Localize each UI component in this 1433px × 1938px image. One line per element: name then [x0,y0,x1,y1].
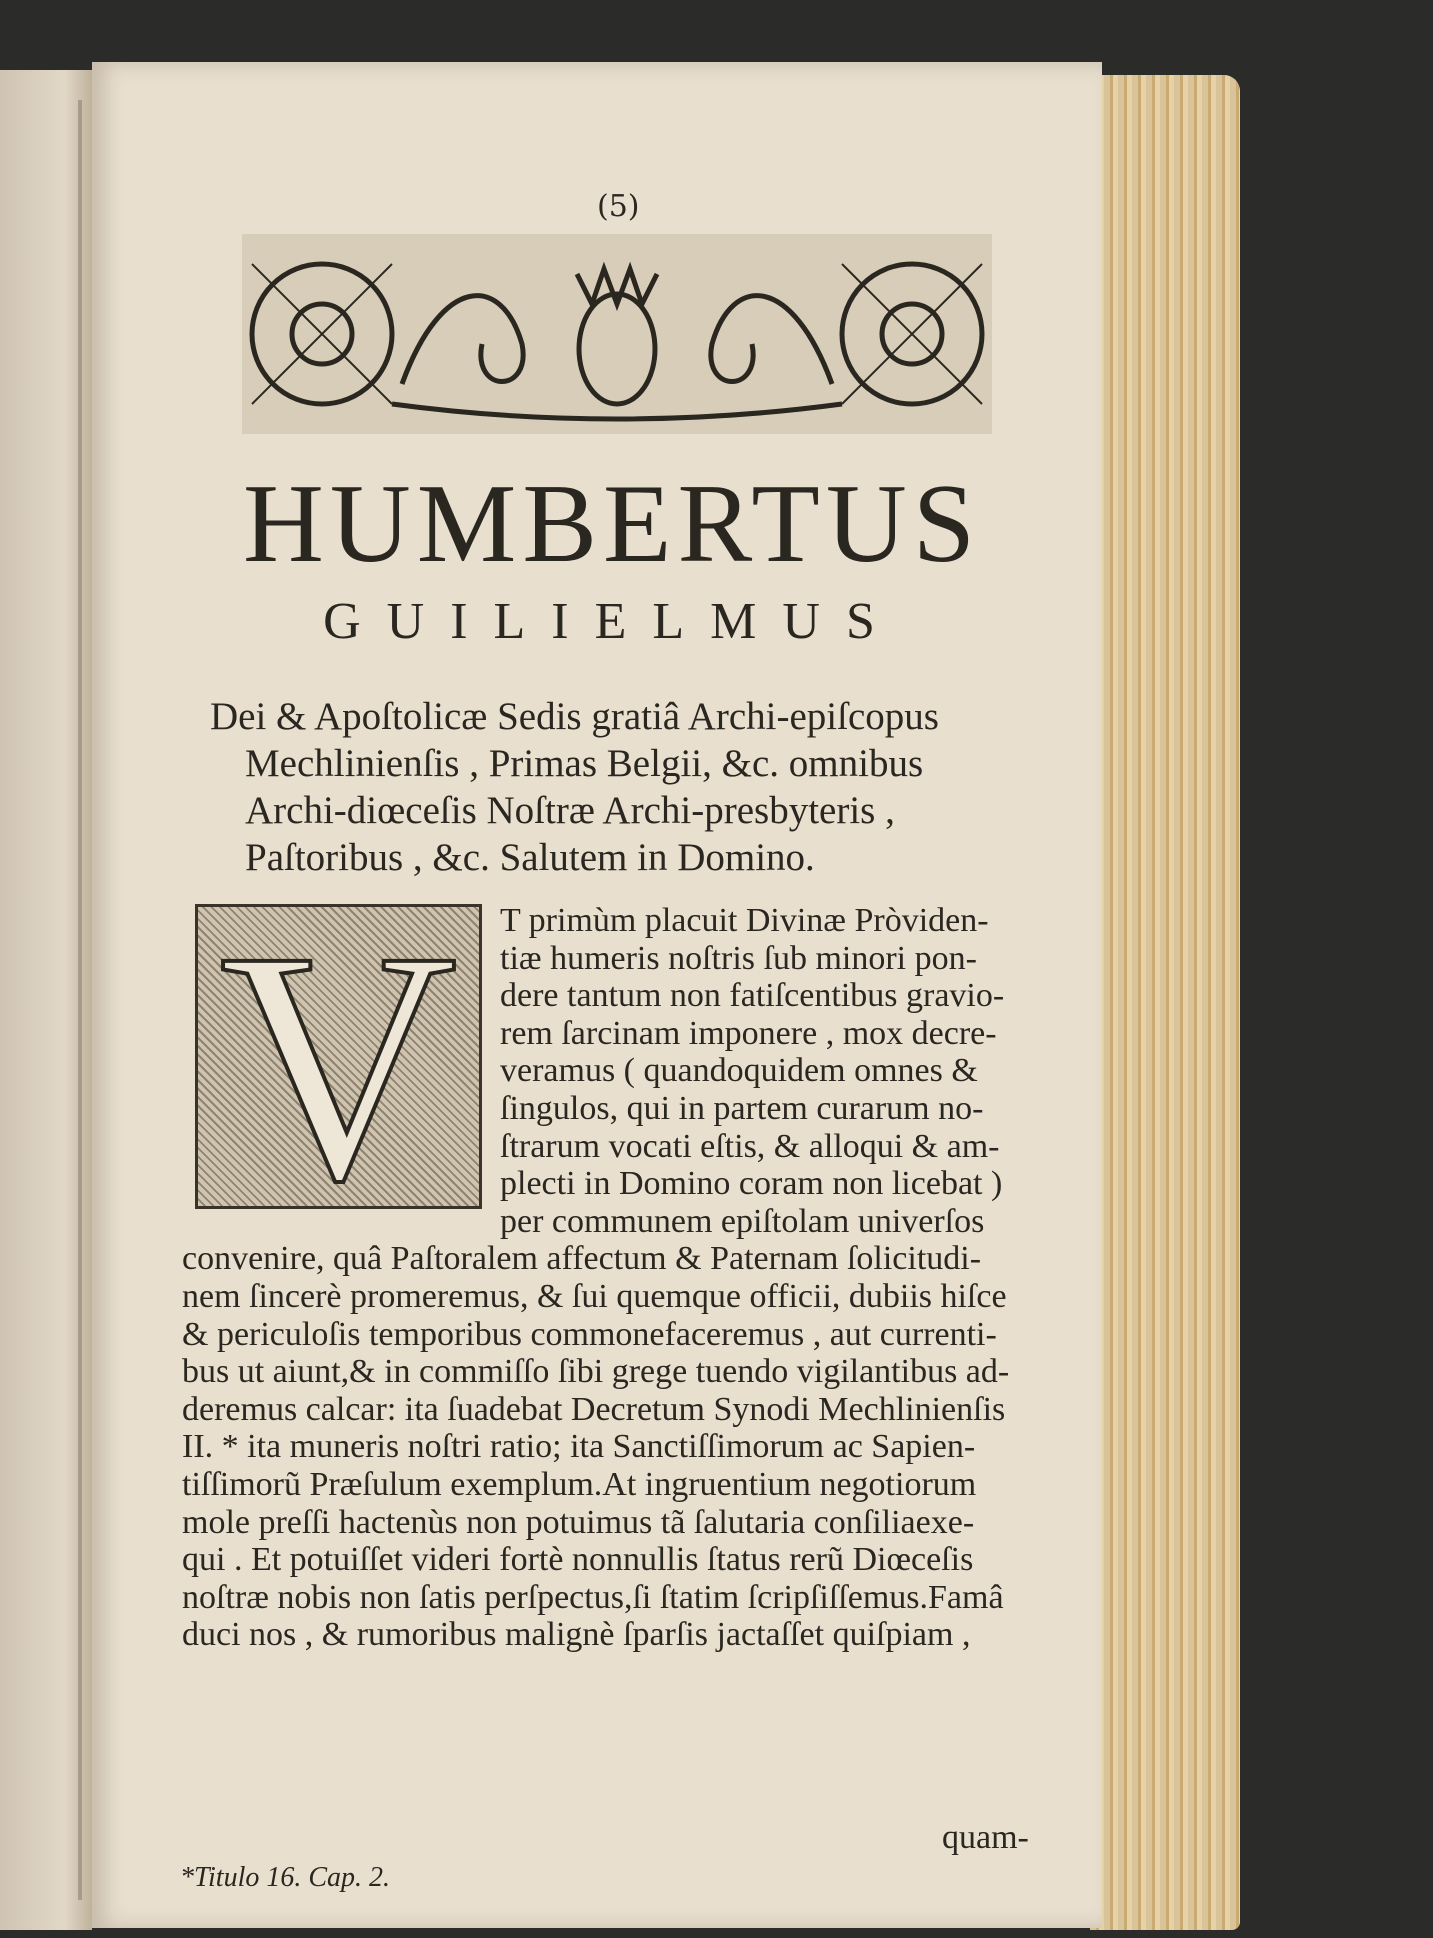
body-line: tiæ humeris noſtris ſub minori pon- [500,939,977,977]
body-line: plecti in Domino coram non licebat ) [500,1165,1003,1203]
gutter [78,100,82,1900]
body-line: II. * ita muneris noſtri ratio; ita Sanctiſſimorum ac Sapien- [182,1428,976,1466]
body-line: T primùm placuit Divinæ Pròviden- [500,902,989,939]
body-line: & periculoſis temporibus commonefaceremus , aut currenti- [182,1315,997,1353]
title: HUMBERTUS [242,462,982,586]
body-line: deremus calcar: ita ſuadebat Decretum Synodi Mechlinienſis [182,1390,1006,1428]
page-number: (5) [597,189,640,224]
body-line: qui . Et potuiſſet videri fortè nonnullis ſtatus rerũ Diœceſis [182,1541,974,1579]
body-line: dere tantum non fatiſcentibus gravio- [500,977,1005,1015]
body-line: nem ſincerè promeremus, & ſui quemque officii, dubiis hiſce [182,1278,1007,1315]
footnote: *Titulo 16. Cap. 2. [180,1862,391,1893]
subtitle: GUILIELMUS [323,593,901,650]
address-line: Mechlinienſis , Primas Belgii, &c. omnibus [245,742,924,785]
headpiece-ornament-icon [242,234,992,434]
address-line: Dei & Apoſtolicæ Sedis gratiâ Archi-epiſcopus [210,695,939,738]
body-line: veramus ( quandoquidem omnes & [500,1052,978,1090]
catchword: quam- [942,1819,1029,1856]
book-page [92,62,1102,1928]
body-line: mole preſſi hactenùs non potuimus tã ſalutaria conſiliaexe- [182,1503,975,1541]
address-line: Paſtoribus , &c. Salutem in Domino. [245,836,815,879]
body-line: noſtræ nobis non ſatis perſpectus,ſi ſtatim ſcripſiſſemus.Famâ [182,1578,1004,1616]
body-line: convenire, quâ Paſtoralem affectum & Paternam ſolicitudi- [182,1240,982,1278]
body-line: per communem epiſtolam univerſos [500,1202,985,1240]
body-line: tiſſimorũ Præſulum exemplum.At ingruentium negotiorum [182,1466,977,1503]
page-edges [1090,75,1240,1930]
drop-cap-ornament [195,884,482,1249]
body-line: duci nos , & rumoribus malignè ſparſis jactaſſet quiſpiam , [182,1616,971,1654]
body-line: ſtrarum vocati eſtis, & alloqui & am- [500,1127,1000,1165]
body-line: bus ut aiunt,& in commiſſo ſibi grege tuendo vigilantibus ad- [182,1353,1010,1391]
drop-cap-letter: V [219,884,458,1249]
body-line: ſingulos, qui in partem curarum no- [500,1090,984,1127]
body-line: rem ſarcinam imponere , mox decre- [500,1014,997,1052]
address-line: Archi-diœceſis Noſtræ Archi-presbyteris , [245,789,895,832]
